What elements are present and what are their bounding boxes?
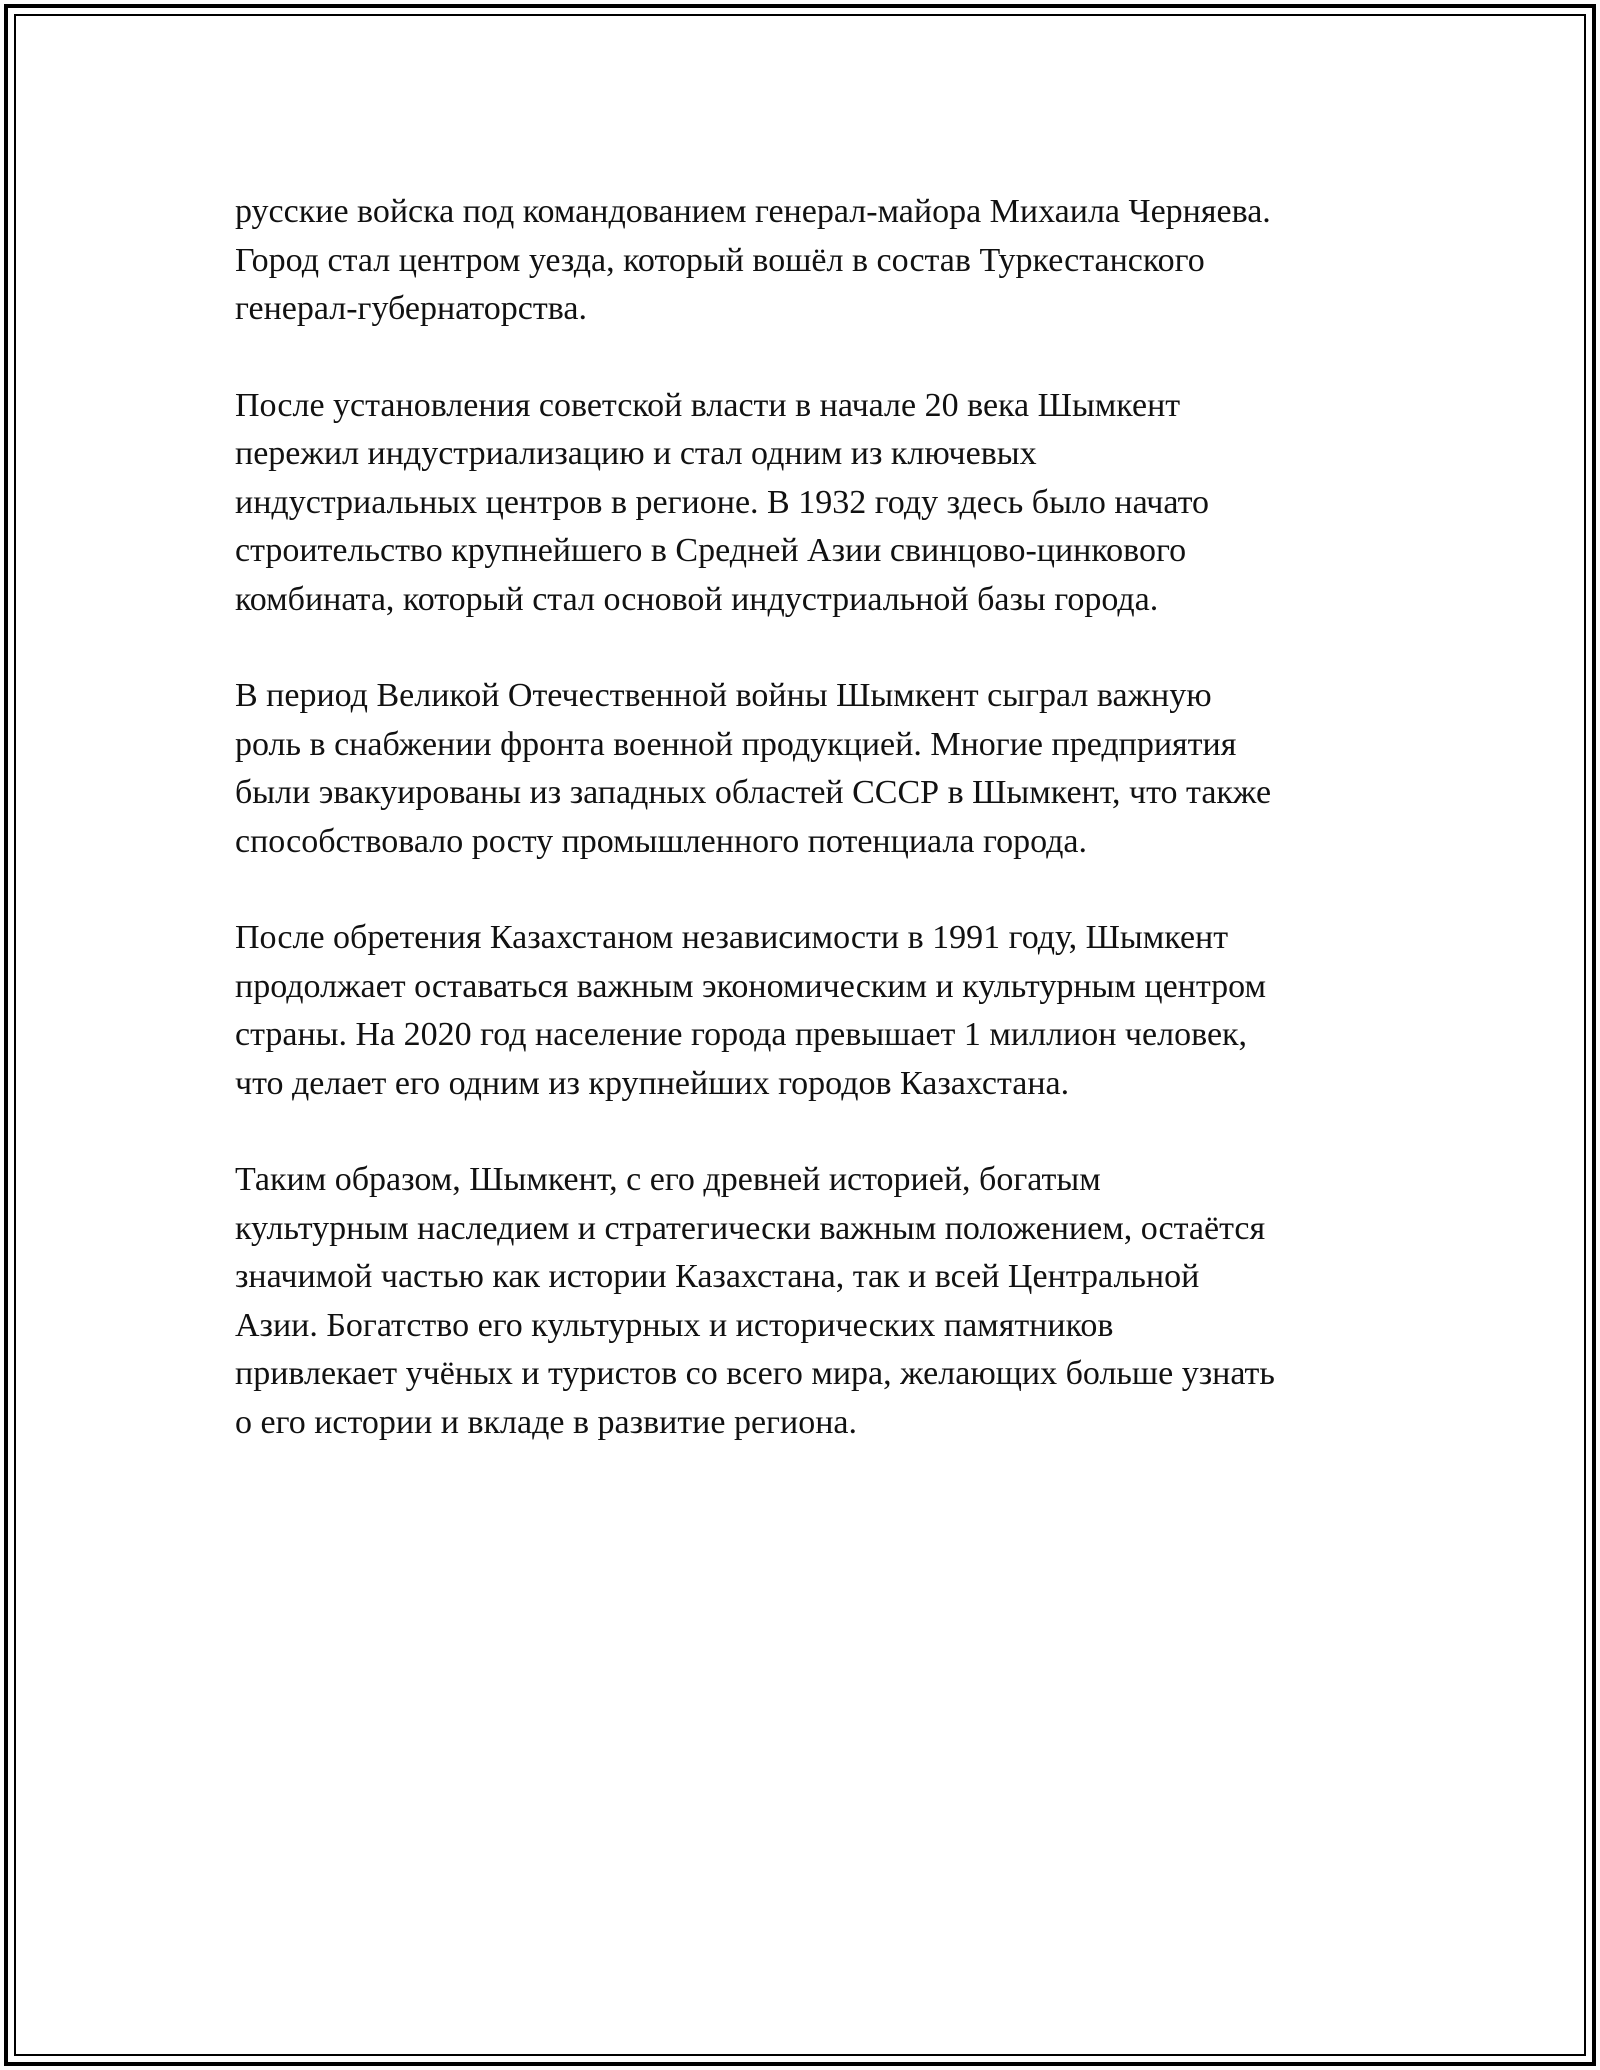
paragraph-4: После обретения Казахстаном независимости в 1991 году, Шымкент продолжает оставаться важным экономическим и культурным центром страны. На 2020 год население города превышает 1 миллион человек, что делает его одним из крупнейших городов Казахстана. bbox=[235, 919, 1267, 1102]
paragraph-1: русские войска под командованием генерал-майора Михаила Черняева. Город стал центром уезда, который вошёл в состав Туркестанского генерал-губернаторства. bbox=[235, 193, 1271, 327]
document-body bbox=[235, 188, 1375, 1495]
paragraph-3: В период Великой Отечественной войны Шымкент сыграл важную роль в снабжении фронта военной продукцией. Многие предприятия были эвакуированы из западных областей СССР в Шымкент, что также способствовало росту промышленного потенциала города. bbox=[235, 677, 1272, 860]
paragraph-5: Таким образом, Шымкент, с его древней историей, богатым культурным наследием и стратегически важным положением, остаётся значимой частью как истории Казахстана, так и всей Центральной Азии. Богатство его культурных и исторических памятников привлекает учёных и туристов со всего мира, желающих больше узнать о его истории и вкладе в развитие региона. bbox=[235, 1161, 1275, 1441]
paragraph-2: После установления советской власти в начале 20 века Шымкент пережил индустриализацию и стал одним из ключевых индустриальных центров в регионе. В 1932 году здесь было начато строительство крупнейшего в Средней Азии свинцово-цинкового комбината, который стал основой индустриальной базы города. bbox=[235, 386, 1210, 618]
